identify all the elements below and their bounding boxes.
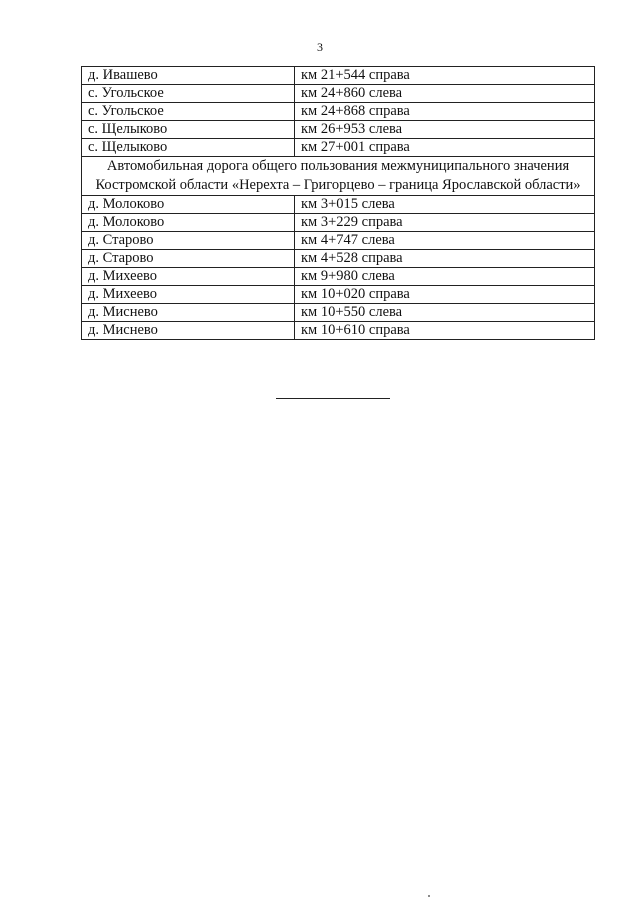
table-row [82, 196, 595, 214]
place-cell: д. Миснево [82, 322, 295, 340]
page-number: 3 [317, 40, 323, 54]
location-cell: км 27+001 справа [295, 139, 595, 157]
stops-table [81, 66, 595, 340]
place-cell: с. Щелыково [82, 139, 295, 157]
place-cell: с. Щелыково [82, 121, 295, 139]
location-cell: км 24+860 слева [295, 85, 595, 103]
location-cell: км 3+015 слева [295, 196, 595, 214]
table-row [82, 103, 595, 121]
table-row [82, 232, 595, 250]
location-cell: км 3+229 справа [295, 214, 595, 232]
table-row [82, 322, 595, 340]
section-heading-row [82, 157, 595, 196]
table-row [82, 139, 595, 157]
place-cell: д. Ивашево [82, 67, 295, 85]
place-cell: д. Старово [82, 232, 295, 250]
location-cell: км 10+020 справа [295, 286, 595, 304]
table-row [82, 286, 595, 304]
place-cell: д. Молоково [82, 196, 295, 214]
closing-rule-divider [276, 398, 390, 399]
location-cell: км 4+528 справа [295, 250, 595, 268]
place-cell: д. Старово [82, 250, 295, 268]
location-cell: км 10+550 слева [295, 304, 595, 322]
place-cell: д. Молоково [82, 214, 295, 232]
location-cell: км 9+980 слева [295, 268, 595, 286]
table-row [82, 121, 595, 139]
scan-speck [428, 895, 430, 897]
place-cell: д. Михеево [82, 286, 295, 304]
table-row [82, 214, 595, 232]
location-cell: км 21+544 справа [295, 67, 595, 85]
section-heading: Автомобильная дорога общего пользования межмуниципального значения Костромской области «Нерехта – Григорцево – граница Ярославской области» [82, 157, 595, 196]
table-row [82, 250, 595, 268]
place-cell: д. Миснево [82, 304, 295, 322]
location-cell: км 10+610 справа [295, 322, 595, 340]
table-row [82, 268, 595, 286]
table-row [82, 304, 595, 322]
place-cell: с. Угольское [82, 103, 295, 121]
location-cell: км 4+747 слева [295, 232, 595, 250]
location-cell: км 26+953 слева [295, 121, 595, 139]
place-cell: д. Михеево [82, 268, 295, 286]
table-row [82, 67, 595, 85]
place-cell: с. Угольское [82, 85, 295, 103]
location-cell: км 24+868 справа [295, 103, 595, 121]
table-row [82, 85, 595, 103]
